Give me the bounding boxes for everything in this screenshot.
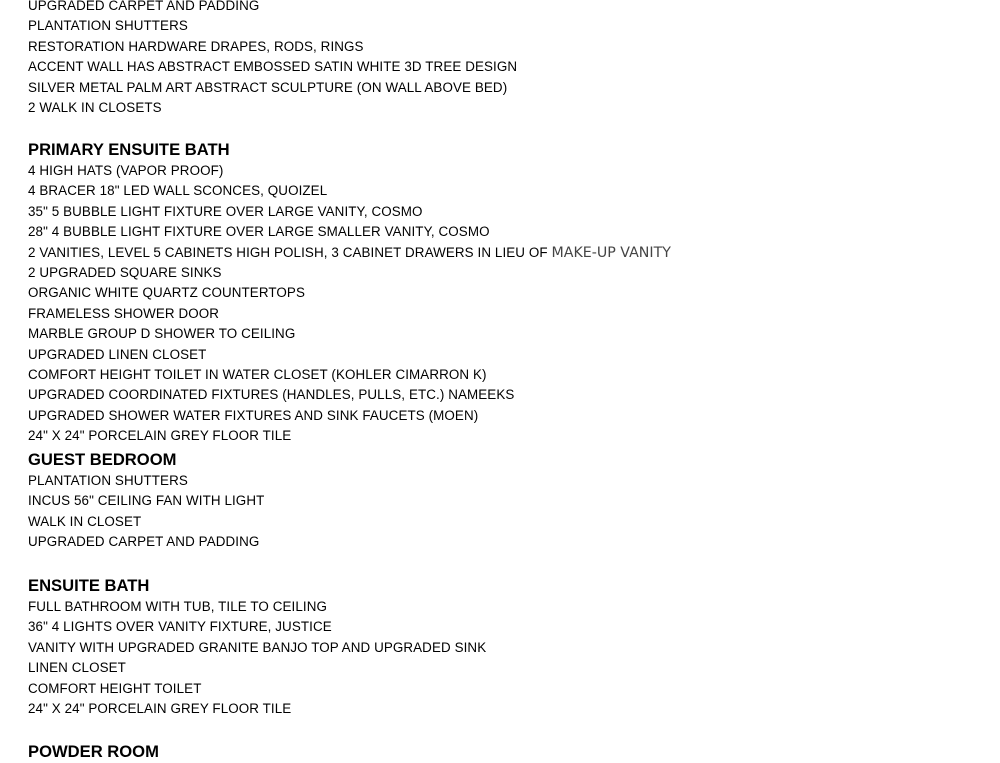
- primary-ensuite-bath-section: [28, 139, 671, 446]
- section-heading: PRIMARY ENSUITE BATH: [28, 140, 230, 159]
- list-item: 28" 4 BUBBLE LIGHT FIXTURE OVER LARGE SMALLER VANITY, COSMO: [28, 224, 490, 240]
- list-item: [28, 243, 671, 263]
- list-item: LINEN CLOSET: [28, 660, 126, 676]
- ensuite-bath-section: [28, 575, 486, 719]
- list-item: FULL BATHROOM WITH TUB, TILE TO CEILING: [28, 599, 328, 614]
- list-item: SILVER METAL PALM ART ABSTRACT SCULPTURE (ON WALL ABOVE BED): [28, 79, 508, 95]
- list-item: 35" 5 BUBBLE LIGHT FIXTURE OVER LARGE VANITY, COSMO: [28, 203, 423, 219]
- bedroom-items: [28, 0, 517, 118]
- guest-bedroom-section: [28, 449, 264, 553]
- section-heading: POWDER ROOM: [28, 742, 159, 761]
- list-item: MARBLE GROUP D SHOWER TO CEILING: [28, 326, 296, 342]
- list-item: PLANTATION SHUTTERS: [28, 473, 188, 488]
- powder-room-section: [28, 741, 159, 763]
- list-item: INCUS 56" CEILING FAN WITH LIGHT: [28, 493, 265, 509]
- list-item: RESTORATION HARDWARE DRAPES, RODS, RINGS: [28, 38, 364, 54]
- list-item: UPGRADED LINEN CLOSET: [28, 346, 207, 362]
- vanity-line-tail: MAKE-UP VANITY: [551, 244, 671, 261]
- list-item: COMFORT HEIGHT TOILET IN WATER CLOSET (KOHLER CIMARRON K): [28, 366, 487, 382]
- list-item: 36" 4 LIGHTS OVER VANITY FIXTURE, JUSTICE: [28, 619, 332, 635]
- list-item: COMFORT HEIGHT TOILET: [28, 680, 202, 696]
- list-item: UPGRADED COORDINATED FIXTURES (HANDLES, PULLS, ETC.) NAMEEKS: [28, 387, 515, 403]
- list-item: 24" X 24" PORCELAIN GREY FLOOR TILE: [28, 428, 292, 444]
- list-item: PLANTATION SHUTTERS: [28, 18, 188, 34]
- list-item: 4 BRACER 18" LED WALL SCONCES, QUOIZEL: [28, 183, 328, 199]
- vanity-line-main: 2 VANITIES, LEVEL 5 CABINETS HIGH POLISH, 3 CABINET DRAWERS IN LIEU OF: [28, 244, 552, 260]
- section-heading: ENSUITE BATH: [28, 576, 150, 595]
- section-heading: GUEST BEDROOM: [28, 450, 177, 469]
- list-item: 24" X 24" PORCELAIN GREY FLOOR TILE: [28, 700, 292, 716]
- list-item: WALK IN CLOSET: [28, 513, 142, 529]
- list-item: UPGRADED SHOWER WATER FIXTURES AND SINK FAUCETS (MOEN): [28, 407, 479, 423]
- list-item: ACCENT WALL HAS ABSTRACT EMBOSSED SATIN WHITE 3D TREE DESIGN: [28, 59, 518, 75]
- list-item: FRAMELESS SHOWER DOOR: [28, 305, 220, 321]
- list-item: 2 UPGRADED SQUARE SINKS: [28, 264, 222, 280]
- list-item: 2 WALK IN CLOSETS: [28, 99, 162, 115]
- list-item: 4 HIGH HATS (VAPOR PROOF): [28, 163, 224, 178]
- list-item: VANITY WITH UPGRADED GRANITE BANJO TOP AND UPGRADED SINK: [28, 639, 487, 655]
- list-item: UPGRADED CARPET AND PADDING: [28, 534, 260, 550]
- list-item: UPGRADED CARPET AND PADDING: [28, 0, 260, 13]
- list-item: ORGANIC WHITE QUARTZ COUNTERTOPS: [28, 285, 305, 301]
